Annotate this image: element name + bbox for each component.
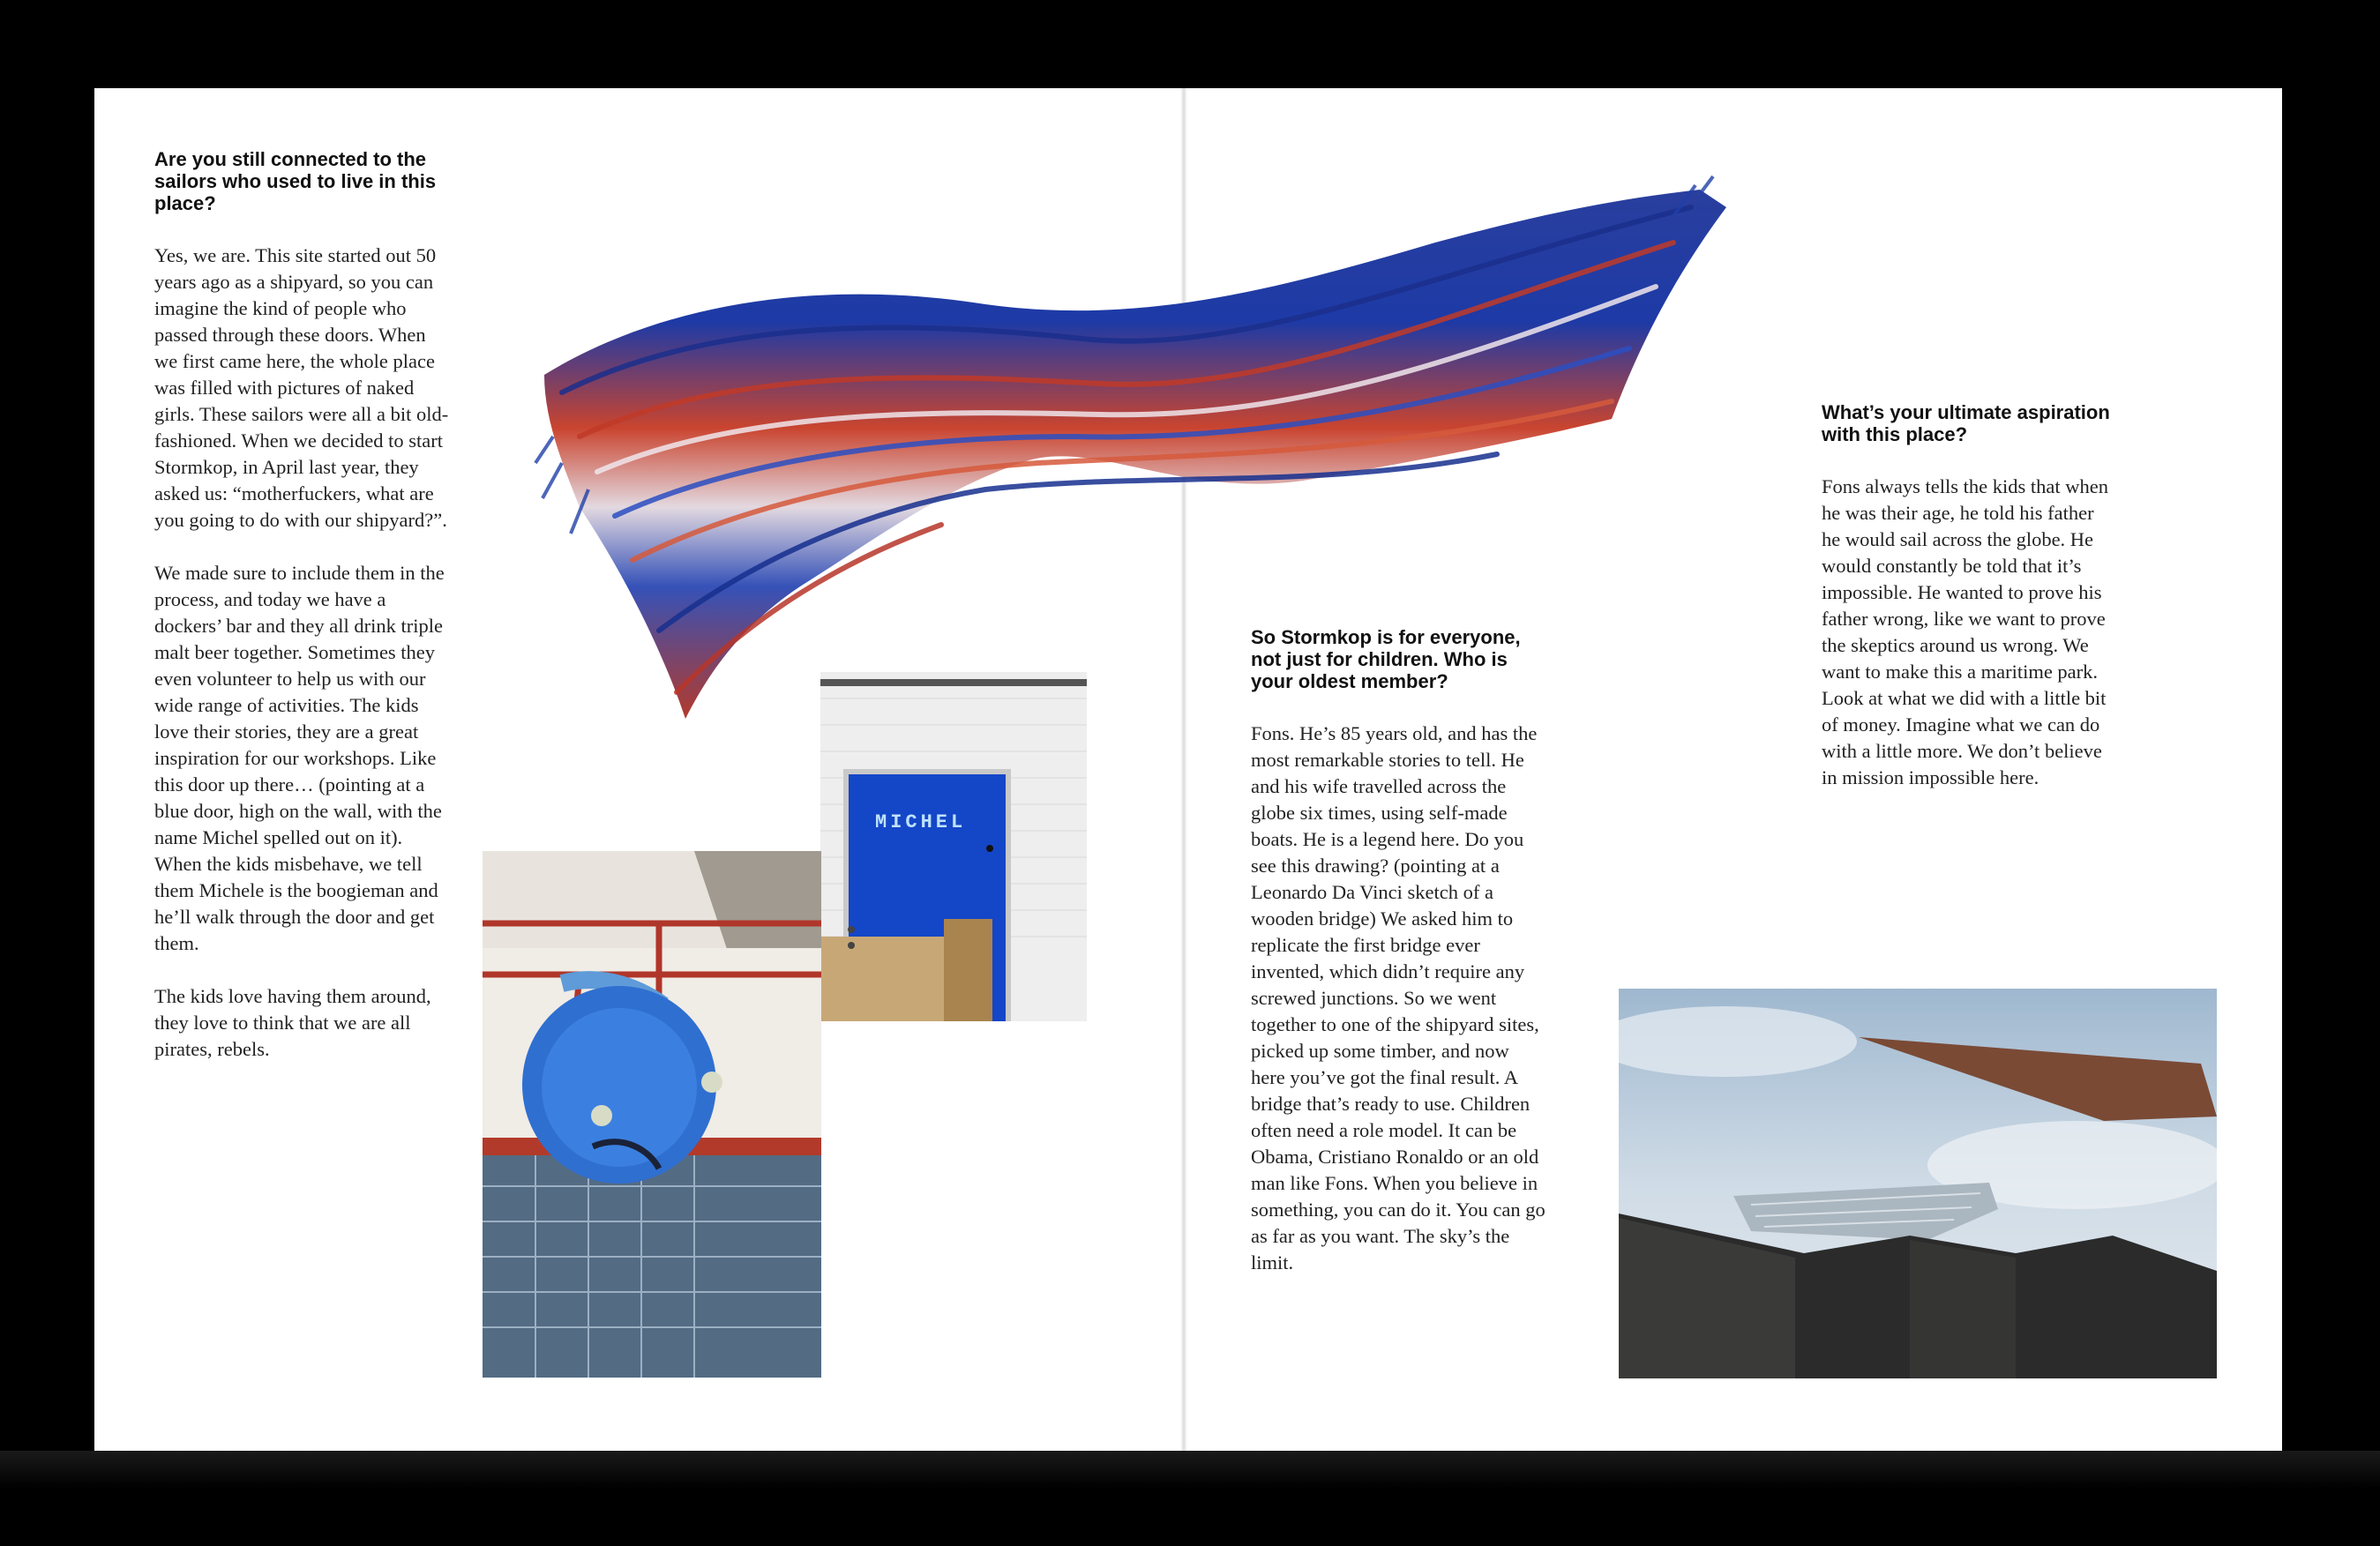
blue-door-photo bbox=[820, 672, 1087, 1021]
bottom-shadow bbox=[0, 1451, 2380, 1546]
question-heading: So Stormkop is for everyone, not just for children. Who is your oldest member? bbox=[1251, 626, 1521, 692]
magazine-spread bbox=[94, 88, 2282, 1451]
answer-paragraph: The kids love having them around, they love to think that we are all pirates, rebels. bbox=[154, 985, 431, 1060]
right-column bbox=[1822, 401, 2117, 818]
question-heading: What’s your ultimate aspiration with this place? bbox=[1822, 401, 2110, 445]
left-column bbox=[154, 148, 450, 1089]
answer-paragraph: Yes, we are. This site started out 50 years ago as a shipyard, so you can imagine the kind of people who passed through these doors. When we first came here, the whole place was filled with pictures of naked girls. These sailors were all a bit old-fashioned. When we decided to start Stormkop, in April last year, they asked us: “motherfuckers, what are you going to do with our shipyard?”. bbox=[154, 244, 449, 531]
door-sign: MICHEL bbox=[875, 811, 967, 833]
paint-stroke-illustration bbox=[527, 172, 1850, 789]
building-sky-photo bbox=[1619, 989, 2217, 1378]
answer-paragraph: Fons. He’s 85 years old, and has the most remarkable stories to tell. He and his wife travelled across the globe six times, using self-made boats. He is a legend here. Do you see this drawing? (pointing at a Leonardo Da Vinci sketch of a wooden bridge) We asked him to replicate the first bridge ever invented, which didn’t require any screwed junctions. So we went together to one of the shipyard sites, picked up some timber, and now here you’ve got the final result. A bridge that’s ready to use. Children often need a role model. It can be Obama, Cristiano Ronaldo or an old man like Fons. When you believe in something, you can do it. You can go as far as you want. The sky’s the limit. bbox=[1251, 722, 1546, 1273]
middle-column bbox=[1251, 626, 1546, 1303]
question-heading: Are you still connected to the sailors who used to live in this place? bbox=[154, 148, 437, 214]
barrel-face-photo bbox=[483, 851, 821, 1378]
answer-paragraph: Fons always tells the kids that when he was their age, he told his father he would sail across the globe. He would constantly be told that it’s impossible. He wanted to prove his father wrong, like we want to prove the skeptics around us wrong. We want to make this a maritime park. Look at what we did with a little bit of money. Imagine what we can do with a little more. We don’t believe in mission impossible here. bbox=[1822, 475, 2108, 788]
answer-paragraph: We made sure to include them in the process, and today we have a dockers’ bar and they all drink triple malt beer together. Sometimes they even volunteer to help us with our wide range of activities. The kids love their stories, they are a great inspiration for our workshops. Like this door up there… (pointing at a blue door, high on the wall, with the name Michel spelled out on it). When the kids misbehave, we tell them Michele is the boogieman and he’ll walk through the door and get them. bbox=[154, 562, 445, 954]
